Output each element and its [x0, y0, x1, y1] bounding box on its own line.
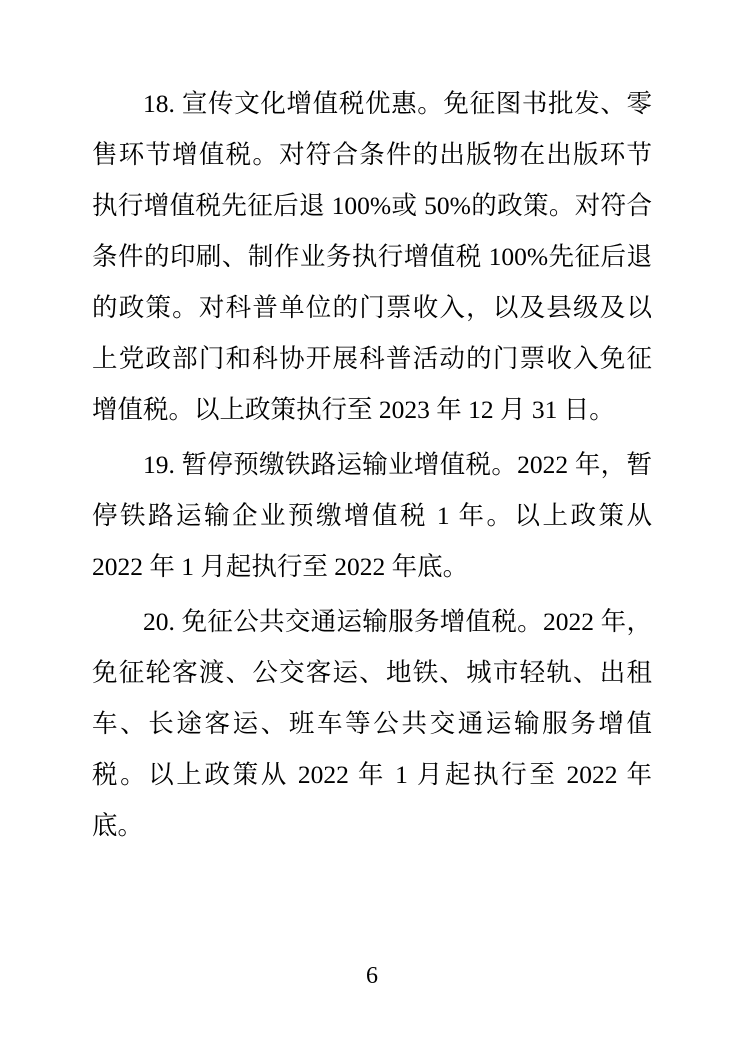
- paragraph-20: 20. 免征公共交通运输服务增值税。2022 年，免征轮客渡、公交客运、地铁、城市轻轨、出租车、长途客运、班车等公共交通运输服务增值税。以上政策从 2022 年 1 月起执行至 2022 年底。: [92, 607, 652, 840]
- paragraph-18: 18. 宣传文化增值税优惠。免征图书批发、零售环节增值税。对符合条件的出版物在出版环节执行增值税先征后退 100%或 50%的政策。对符合条件的印刷、制作业务执行增值税 100%先征后退的政策。对科普单位的门票收入，以及县级及以上党政部门和科协开展科普活动的门票收入免征增值税。以上政策执行至 2023 年 12 月 31 日。: [92, 89, 652, 424]
- page-number: 6: [366, 963, 378, 989]
- document-body: [92, 78, 652, 851]
- paragraph-19: 19. 暂停预缴铁路运输业增值税。2022 年，暂停铁路运输企业预缴增值税 1 年。以上政策从 2022 年 1 月起执行至 2022 年底。: [92, 450, 652, 581]
